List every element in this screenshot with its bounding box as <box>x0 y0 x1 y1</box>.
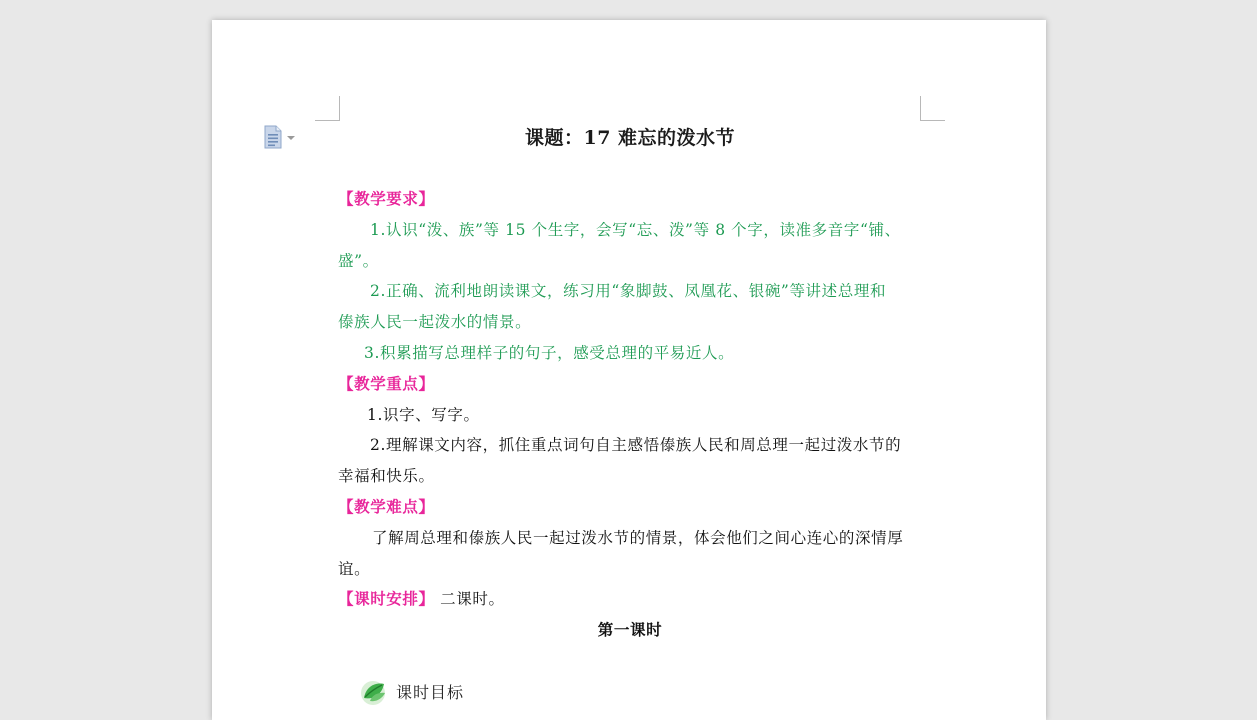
document-body <box>338 120 922 646</box>
schedule-line <box>338 584 922 615</box>
document-page <box>212 20 1046 720</box>
requirement-line: 傣族人民一起泼水的情景。 <box>338 313 532 332</box>
requirement-line: 3.积累描写总理样子的句子，感受总理的平易近人。 <box>364 343 735 362</box>
key-point-line: 2.理解课文内容，抓住重点词句自主感悟傣族人民和周总理一起过泼水节的 <box>370 436 902 455</box>
first-lesson-heading: 第一课时 <box>597 620 663 640</box>
document-icon <box>263 125 283 149</box>
margin-corner-top-left <box>315 96 340 121</box>
schedule-value: 二课时。 <box>440 590 505 609</box>
lesson-objective-header <box>358 676 464 706</box>
objective-label: 课时目标 <box>396 682 465 702</box>
requirement-line: 1.认识“泼、族”等 15 个生字，会写“忘、泼”等 8 个字，读准多音字“铺、 <box>370 220 901 239</box>
chevron-down-icon <box>287 136 295 140</box>
difficulty-line: 谊。 <box>338 559 371 578</box>
difficulty-heading: 【教学难点】 <box>338 496 435 516</box>
requirements-heading: 【教学要求】 <box>338 189 435 208</box>
leaf-icon <box>358 676 390 706</box>
document-options-button[interactable] <box>263 124 303 150</box>
page-title: 课题：17 难忘的泼水节 <box>524 127 736 149</box>
requirement-line: 2.正确、流利地朗读课文，练习用“象脚鼓、凤凰花、银碗”等讲述总理和 <box>370 282 887 301</box>
schedule-heading: 【课时安排】 <box>338 589 435 609</box>
key-point-line: 幸福和快乐。 <box>338 467 435 486</box>
key-point-line: 1.识字、写字。 <box>367 405 480 424</box>
difficulty-line: 了解周总理和傣族人民一起过泼水节的情景，体会他们之间心连心的深情厚 <box>372 528 904 547</box>
margin-corner-top-right <box>920 96 945 121</box>
requirement-line: 盛”。 <box>338 251 379 270</box>
key-points-heading: 【教学重点】 <box>338 373 435 393</box>
